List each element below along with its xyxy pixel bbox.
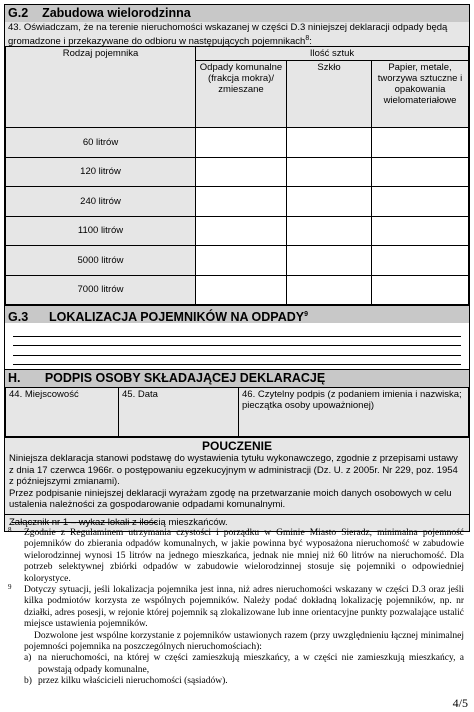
location-lines[interactable]: [5, 323, 469, 369]
field-45-label: 45. Data: [122, 389, 158, 400]
question-43: [5, 22, 469, 46]
footnote-8: [8, 528, 464, 585]
table-row: [6, 216, 469, 246]
count-cell-paper[interactable]: [372, 157, 469, 187]
table-row: [6, 157, 469, 187]
row-label: 1100 litrów: [6, 216, 196, 246]
question-43-text: 43. Oświadczam, że na terenie nieruchomości wskazanej w części D.3 niniejszej deklaracji odpady będą gromadzone i przekazywane do odbioru w następujących pojemnikach: [8, 22, 448, 48]
declaration-form: [4, 4, 470, 532]
location-line[interactable]: [13, 346, 461, 356]
instruction-block: [5, 437, 469, 514]
table-row: [6, 275, 469, 305]
footnote-text: Dozwolone jest wspólne korzystanie z pojemników ustawionych razem (przy uwzględnieniu łącznej minimalnej pojemności pojemnika na poszczególnych nieruchomościach):: [24, 630, 464, 653]
attachment-note: Załącznik nr 1 – wykaz lokali z ilością mieszkańców.: [5, 514, 469, 531]
count-cell-glass[interactable]: [287, 187, 372, 217]
table-row: [6, 187, 469, 217]
count-cell-paper[interactable]: [372, 216, 469, 246]
list-item: [24, 676, 464, 687]
table-row: [6, 246, 469, 276]
field-44-label: 44. Miejscowość: [9, 389, 79, 400]
field-46-label: 46. Czytelny podpis (z podaniem imienia i nazwiska; pieczątka osoby upoważnionej): [242, 389, 462, 411]
count-cell-paper[interactable]: [372, 275, 469, 305]
count-cell-mixed[interactable]: [196, 157, 287, 187]
instruction-paragraph: Niniejsza deklaracja stanowi podstawę do wystawienia tytułu wykonawczego, zgodnie z przepisami ustawy z dnia 17 czerwca 1966r. o postępowaniu egzekucyjnym w administracji (Dz. U. z 2005r. Nr 229, poz. 1954 z późniejszymi zmianami).: [9, 453, 458, 487]
section-h-code: H.: [8, 371, 21, 385]
field-46-signature[interactable]: [239, 388, 469, 437]
section-g2-title: Zabudowa wielorodzinna: [42, 6, 191, 20]
section-g3-code: G.3: [8, 310, 29, 325]
footnote-separator: [12, 522, 157, 523]
count-cell-glass[interactable]: [287, 216, 372, 246]
count-cell-glass[interactable]: [287, 246, 372, 276]
count-cell-mixed[interactable]: [196, 275, 287, 305]
signature-table: [5, 387, 469, 437]
row-label: 60 litrów: [6, 128, 196, 158]
footnote-ref-8: 8: [305, 35, 310, 42]
header-glass: Szkło: [287, 61, 372, 128]
section-g2-header: [5, 5, 469, 22]
row-label: 7000 litrów: [6, 275, 196, 305]
field-44-place[interactable]: [6, 388, 119, 437]
instruction-title: POUCZENIE: [201, 439, 272, 453]
footnote-ref-9: 9: [304, 311, 309, 318]
footnote-text: Zgodnie z Regulaminem utrzymania czystości i porządku w Gminie Miasto Sieradz, minimalna pojemność pojemników do zbierania odpadów komunalnych, w jakie powinna być wyposażona nieruchomość w zabudowie wielorodzinnej wynosi 15 litrów na jednego mieszkańca, jednak nie mniej niż 60 litrów na nieruchomość. Dla potrzeb selektywnej zbiórki odpadów w zabudowie wielorodzinnej stosuje się pojemniki o odpowiedniej kolorystyce.: [24, 528, 464, 584]
list-text: przez kilku właścicieli nieruchomości (sąsiadów).: [38, 676, 228, 687]
location-line[interactable]: [13, 337, 461, 347]
count-cell-glass[interactable]: [287, 128, 372, 158]
table-row: [6, 128, 469, 158]
footnote-mark: 9: [8, 583, 12, 592]
list-marker: a): [24, 653, 32, 664]
section-h-header: [5, 369, 469, 387]
count-cell-mixed[interactable]: [196, 246, 287, 276]
field-45-date[interactable]: [119, 388, 239, 437]
header-mixed-waste: Odpady komunalne (frakcja mokra)/ zmieszane: [196, 61, 287, 128]
footnotes: [8, 528, 464, 688]
footnote-text: Dotyczy sytuacji, jeśli lokalizacja pojemnika jest inna, niż adres nieruchomości wskazany w części D.3 oraz jeśli kilka podmiotów korzysta ze wspólnych pojemników. Należy podać dokładną lokalizację pojemników, np. nr działki, adres posesji, w rejonie której pojemnik są zlokalizowane lub inne orientacyjne punkty pozwalające ustalić miejsce ustawienia pojemników.: [24, 585, 464, 630]
location-line[interactable]: [13, 327, 461, 337]
count-cell-glass[interactable]: [287, 275, 372, 305]
location-line[interactable]: [13, 356, 461, 366]
instruction-paragraph: Przez podpisanie niniejszej deklaracji wyrażam zgodę na przetwarzanie moich danych osobowych w celu ustalenia należności za gospodarowanie odpadami komunalnymi.: [9, 487, 452, 510]
footnote-mark: 8: [8, 526, 12, 534]
count-cell-mixed[interactable]: [196, 128, 287, 158]
row-label: 120 litrów: [6, 157, 196, 187]
row-label: 5000 litrów: [6, 246, 196, 276]
section-g3-title: LOKALIZACJA POJEMNIKÓW NA ODPADY: [49, 310, 305, 325]
count-cell-mixed[interactable]: [196, 187, 287, 217]
header-count: Ilość sztuk: [196, 47, 469, 61]
count-cell-glass[interactable]: [287, 157, 372, 187]
row-label: 240 litrów: [6, 187, 196, 217]
count-cell-mixed[interactable]: [196, 216, 287, 246]
section-h-title: PODPIS OSOBY SKŁADAJĄCEJ DEKLARACJĘ: [44, 371, 326, 385]
page-number: 4/5: [452, 696, 468, 710]
question-43-end: :: [309, 36, 312, 48]
list-item: [24, 653, 464, 676]
count-cell-paper[interactable]: [372, 246, 469, 276]
list-marker: b): [24, 676, 32, 687]
header-container-type: Rodzaj pojemnika: [6, 47, 196, 128]
container-table: [5, 46, 469, 305]
section-g3-header: [5, 305, 469, 323]
header-paper-metal-plastic: Papier, metale, tworzywa sztuczne i opakowania wielomateriałowe: [372, 61, 469, 128]
footnote-9: [8, 585, 464, 688]
list-text: na nieruchomości, na której w części zamieszkują mieszkańcy, a w części nie zamieszkują mieszkańcy, a powstają odpady komunalne,: [38, 653, 464, 675]
count-cell-paper[interactable]: [372, 128, 469, 158]
count-cell-paper[interactable]: [372, 187, 469, 217]
section-g2-code: G.2: [8, 6, 29, 20]
